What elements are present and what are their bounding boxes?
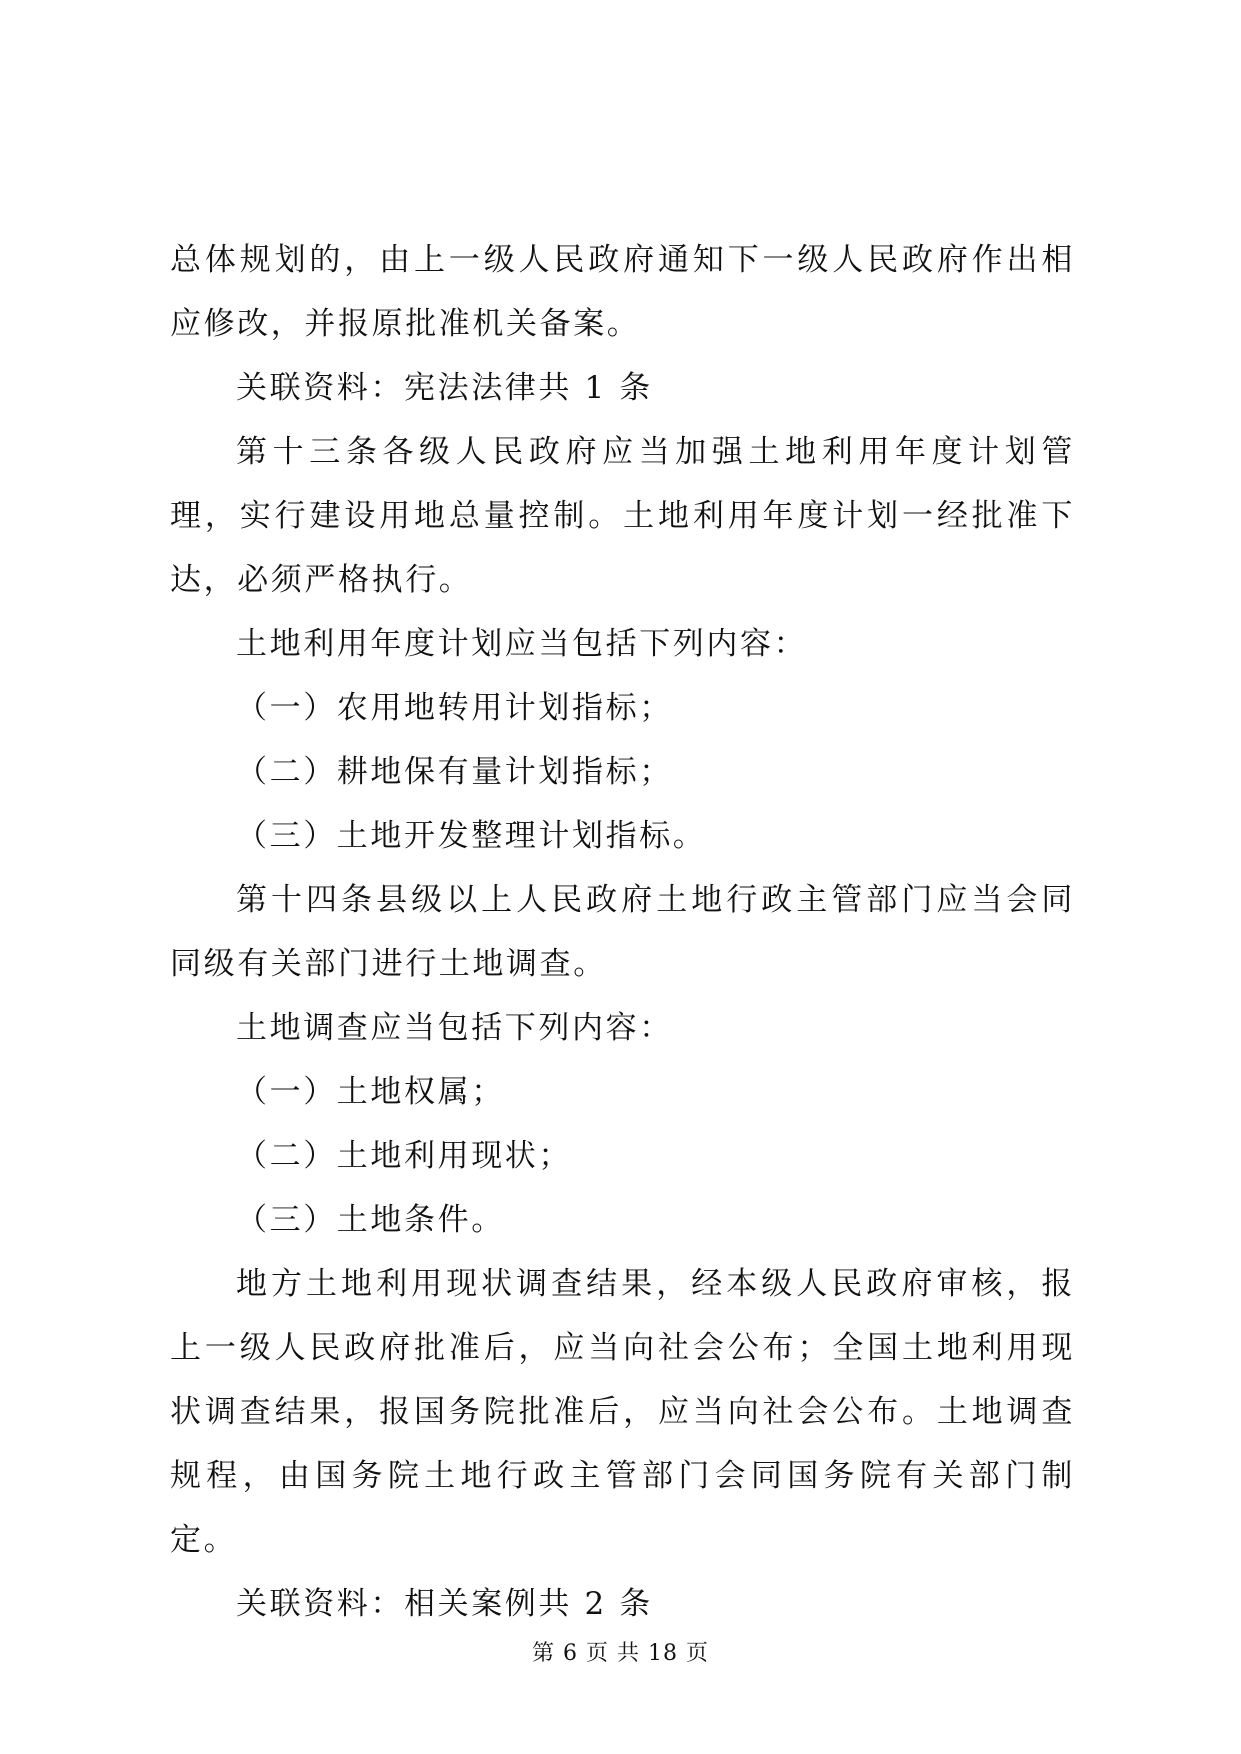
list-item: （三）土地条件。 xyxy=(236,1202,505,1238)
article-14: 第十四条县级以上人民政府土地行政主管部门应当会同同级有关部门进行土地调查。 xyxy=(170,882,1075,982)
survey-contents-intro: 土地调查应当包括下列内容： xyxy=(236,1010,673,1046)
page-number-footer: 第 6 页 共 18 页 xyxy=(532,1641,709,1666)
related-material-note: 关联资料：宪法法律共 1 条 xyxy=(236,370,653,406)
document-body xyxy=(170,228,1075,1636)
article-13: 第十三条各级人民政府应当加强土地利用年度计划管理，实行建设用地总量控制。土地利用年度计划一经批准下达，必须严格执行。 xyxy=(170,434,1075,598)
related-material-note: 关联资料：相关案例共 2 条 xyxy=(236,1586,653,1622)
list-item: （一）土地权属； xyxy=(236,1074,505,1110)
list-item: （二）耕地保有量计划指标； xyxy=(236,754,673,790)
plan-contents-intro: 土地利用年度计划应当包括下列内容： xyxy=(236,626,808,662)
list-item: （一）农用地转用计划指标； xyxy=(236,690,673,726)
list-item: （二）土地利用现状； xyxy=(236,1138,572,1174)
list-item: （三）土地开发整理计划指标。 xyxy=(236,818,707,854)
paragraph-continuation: 总体规划的，由上一级人民政府通知下一级人民政府作出相应修改，并报原批准机关备案。 xyxy=(170,242,1075,342)
survey-results-paragraph: 地方土地利用现状调查结果，经本级人民政府审核，报上一级人民政府批准后，应当向社会公布；全国土地利用现状调查结果，报国务院批准后，应当向社会公布。土地调查规程，由国务院土地行政主管部门会同国务院有关部门制定。 xyxy=(170,1266,1075,1558)
